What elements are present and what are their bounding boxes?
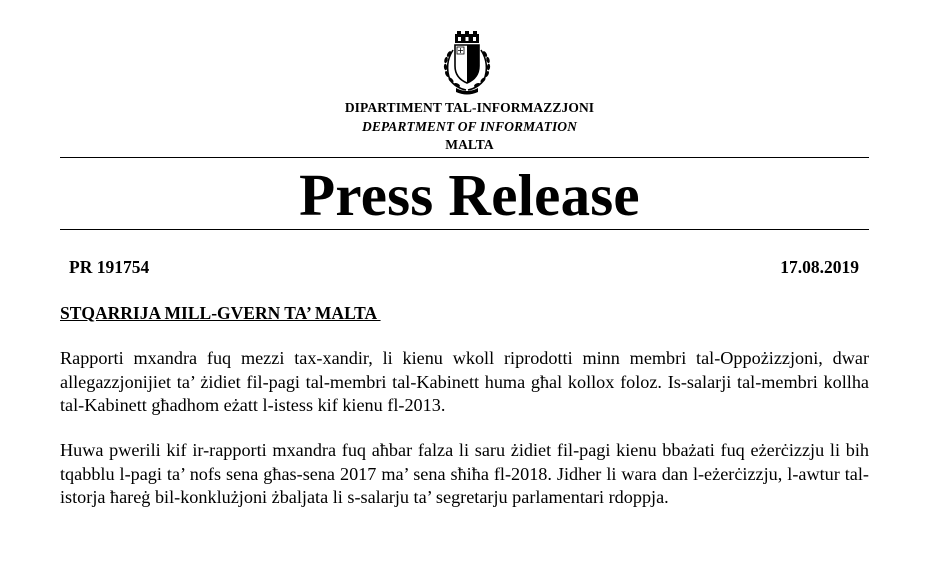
press-release-number: PR 191754	[69, 257, 150, 277]
department-name-english: DEPARTMENT OF INFORMATION	[361, 119, 578, 134]
department-name-maltese: DIPARTIMENT TAL-INFORMAZZJONI	[344, 100, 595, 115]
body-paragraph: Rapporti mxandra fuq mezzi tax-xandir, li kienu wkoll riprodotti minn membri tal-Oppożizzjoni, dwar allegazzjonijiet ta’ żidiet fil-pagi tal-membri tal-Kabinett huma għal kollox foloz. Is-salarji tal-membri kollha tal-Kabinett għadhom eżatt l-istess kif kienu fl-2013.	[60, 348, 869, 416]
department-country: MALTA	[445, 137, 494, 152]
header-rule-bottom	[60, 229, 869, 230]
malta-coat-of-arms-icon	[438, 30, 496, 96]
body-paragraph: Huwa pwerili kif ir-rapporti mxandra fuq aħbar falza li saru żidiet fil-pagi kienu bbażati fuq eżerċizzju li bih tqabblu l-pagi ta’ nofs sena għas-sena 2017 ma’ sena sħiħa fl-2018. Jidher li wara dan l-eżerċizzju, l-awtur tal-istorja ħareġ bil-konklużjoni żbaljata li s-salarju ta’ segretarju parlamentari rdoppja.	[60, 440, 869, 508]
document-title: Press Release	[299, 162, 640, 228]
statement-heading: STQARRIJA MILL-GVERN TA’ MALTA	[60, 303, 381, 323]
header-rule-top	[60, 157, 869, 158]
press-release-date: 17.08.2019	[780, 257, 859, 277]
